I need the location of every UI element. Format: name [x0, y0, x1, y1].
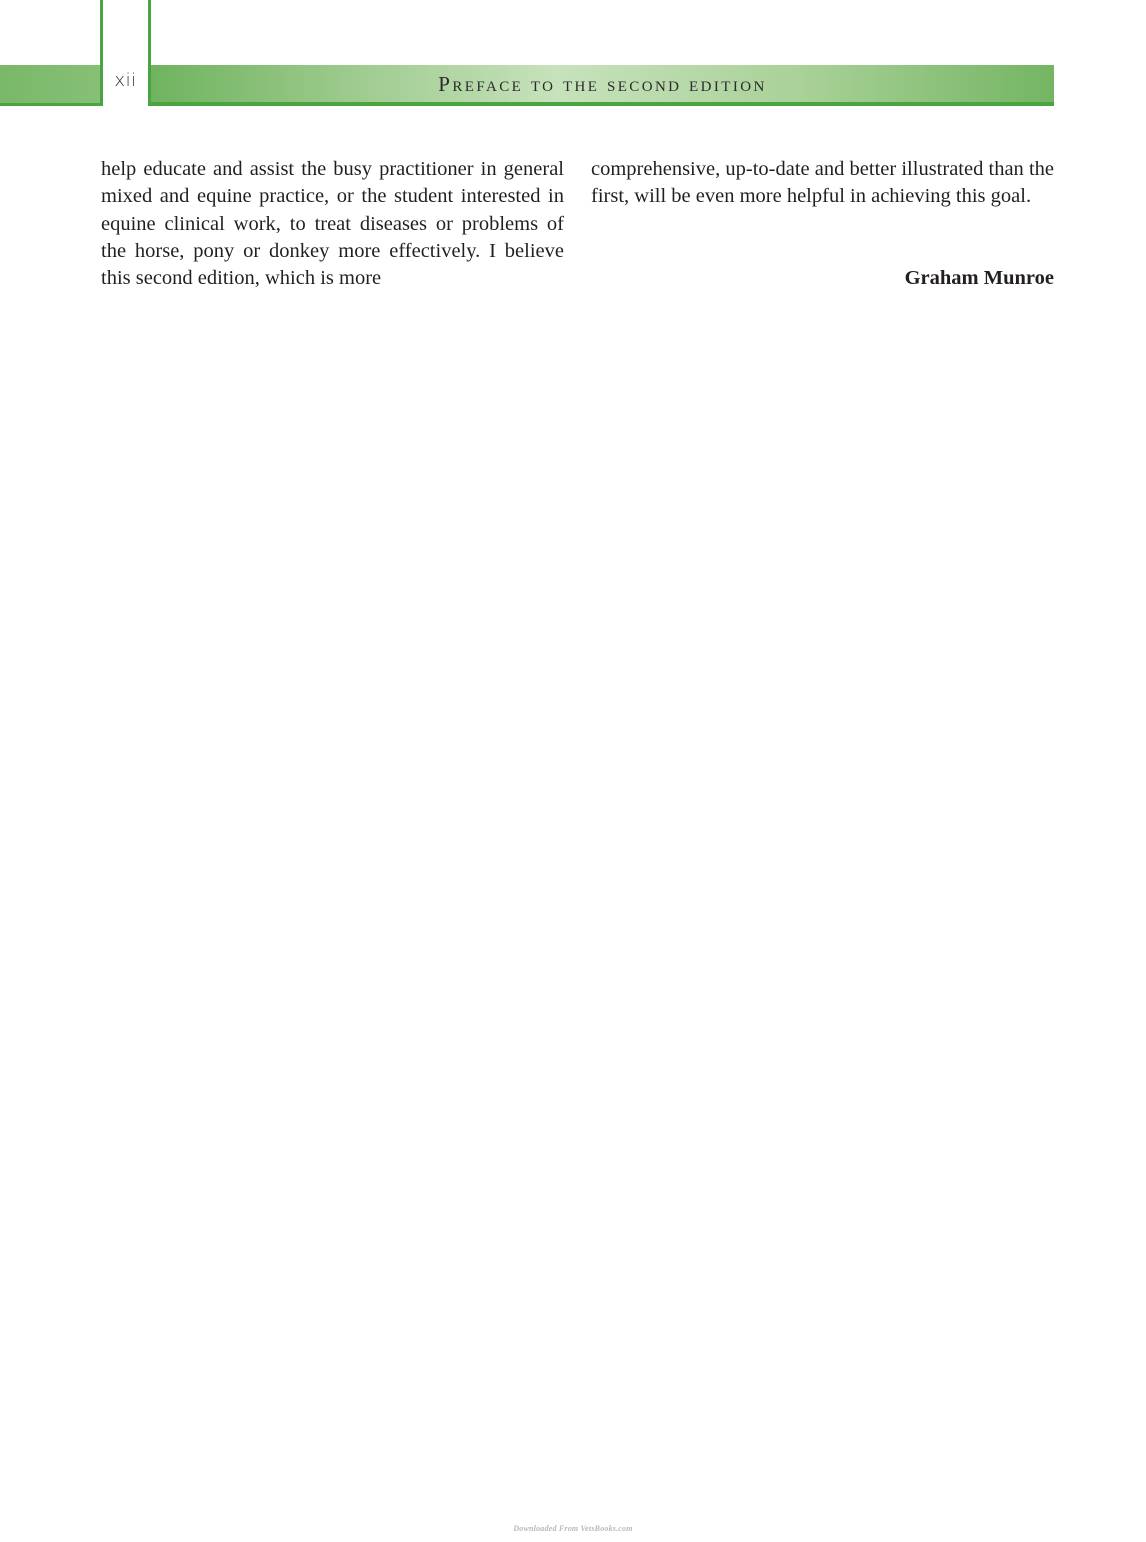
header-left-band	[0, 65, 100, 106]
author-signature: Graham Munroe	[904, 267, 1054, 289]
running-head: Preface to the second edition	[438, 72, 767, 96]
body-column-left	[101, 156, 564, 292]
body-paragraph-right: comprehensive, up-to-date and better illustrated than the first, will be even more helpful in achieving this goal.	[591, 158, 1054, 208]
download-watermark: Downloaded From VetsBooks.com	[513, 1524, 633, 1533]
page-number: xii	[114, 70, 137, 91]
body-paragraph-left: help educate and assist the busy practitioner in general mixed and equine practice, or the student interested in equine clinical work, to treat diseases or problems of the horse, pony or donkey more effectively. I believe this second edition, which is more	[101, 158, 564, 290]
body-column-right	[591, 156, 1054, 211]
